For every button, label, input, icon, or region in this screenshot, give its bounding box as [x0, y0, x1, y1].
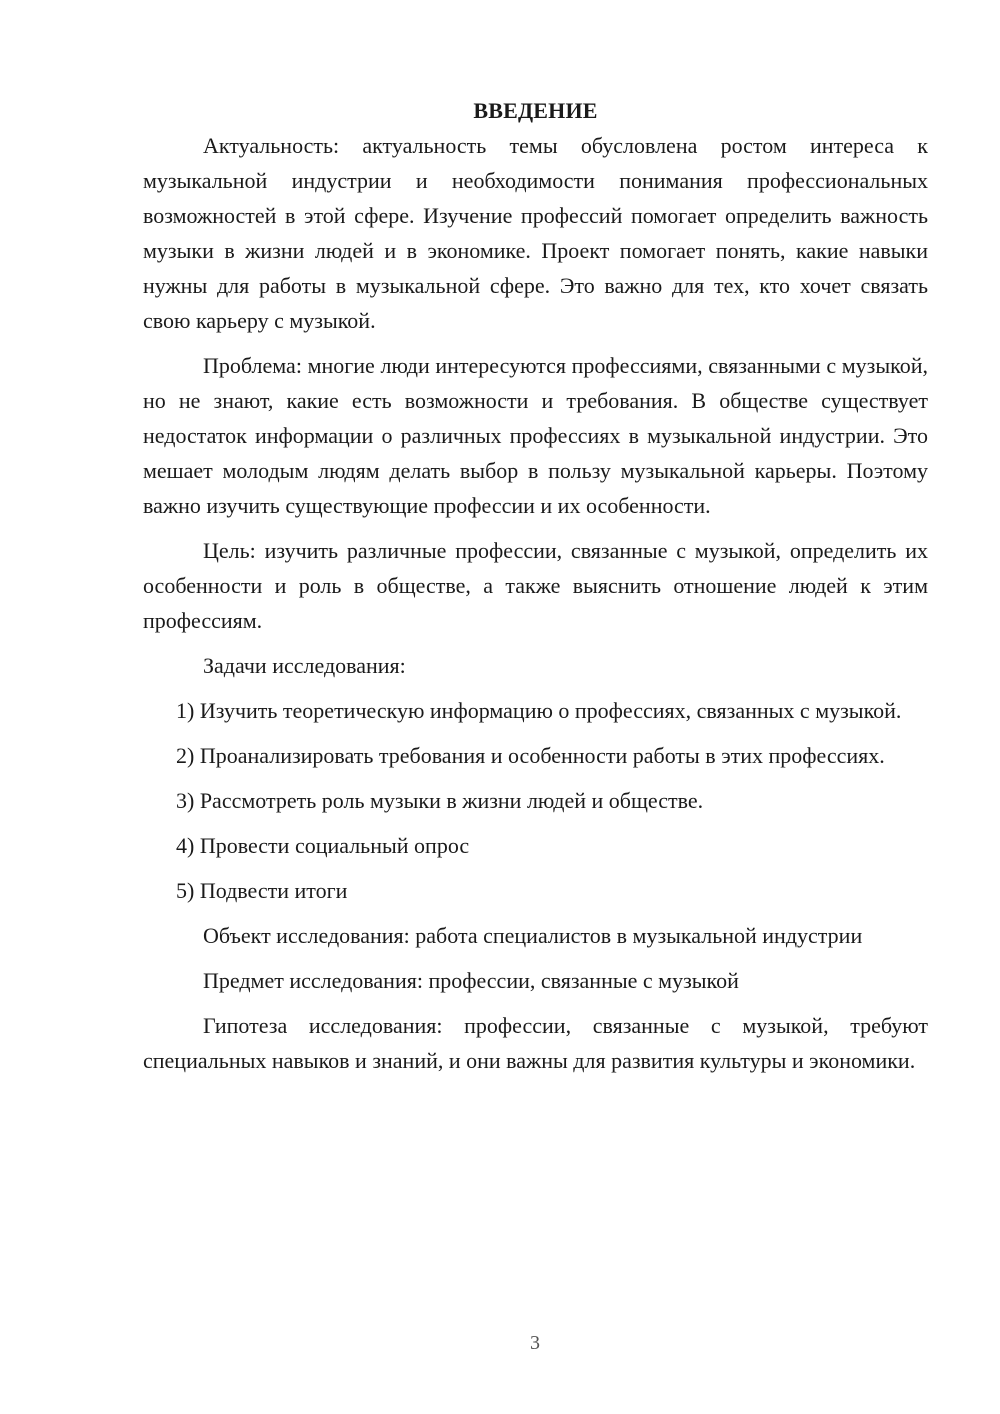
section-title: ВВЕДЕНИЕ — [473, 98, 598, 123]
problem-paragraph: Проблема: многие люди интересуются профессиями, связанными с музыкой, но не знают, какие есть возможности и требования. В обществе существует недостаток информации о различных профессиях в музыкальной индустрии. Это мешает молодым людям делать выбор в пользу музыкальной карьеры. Поэтому важно изучить существующие профессии и их особенности. — [143, 353, 928, 518]
task-item-1: 1) Изучить теоретическую информацию о профессиях, связанных с музыкой. — [176, 698, 902, 723]
page-content — [143, 93, 928, 1088]
object-paragraph: Объект исследования: работа специалистов в музыкальной индустрии — [203, 923, 863, 948]
task-item-4: 4) Провести социальный опрос — [176, 833, 470, 858]
relevance-paragraph: Актуальность: актуальность темы обусловлена ростом интереса к музыкальной индустрии и необходимости понимания профессиональных возможностей в этой сфере. Изучение профессий помогает определить важность музыки в жизни людей и в экономике. Проект помогает понять, какие навыки нужны для работы в музыкальной сфере. Это важно для тех, кто хочет связать свою карьеру с музыкой. — [143, 133, 928, 333]
task-item-5: 5) Подвести итоги — [176, 878, 348, 903]
tasks-heading: Задачи исследования: — [203, 653, 406, 678]
subject-paragraph: Предмет исследования: профессии, связанные с музыкой — [203, 968, 739, 993]
task-item-2: 2) Проанализировать требования и особенности работы в этих профессиях. — [176, 743, 885, 768]
task-item-3: 3) Рассмотреть роль музыки в жизни людей и обществе. — [176, 788, 704, 813]
hypothesis-paragraph: Гипотеза исследования: профессии, связанные с музыкой, требуют специальных навыков и знаний, и они важны для развития культуры и экономики. — [143, 1013, 928, 1073]
page-number: 3 — [530, 1332, 540, 1354]
goal-paragraph: Цель: изучить различные профессии, связанные с музыкой, определить их особенности и роль в обществе, а также выяснить отношение людей к этим профессиям. — [143, 538, 928, 633]
